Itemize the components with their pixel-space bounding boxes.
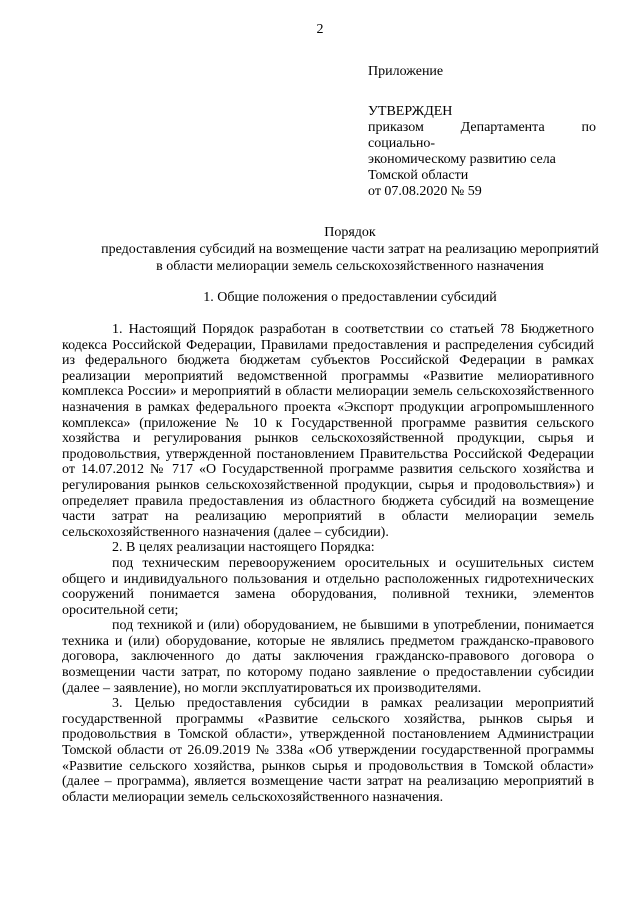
paragraph: 2. В целях реализации настоящего Порядка: — [112, 540, 375, 556]
appendix-label: Приложение — [368, 64, 444, 79]
paragraph: 1. Настоящий Порядок разработан в соответствии со статьей 78 Бюджетного кодекса Российской Федерации, Правилами предоставления и распределения субсидий из федерального бюджета бюджетам субъектов Российской Федерации в рамках реализации мероприятий ведомственной программы «Развитие мелиоративного комплекса России» и мероприятий в области мелиорации земель сельскохозяйственного назначения в рамках федерального проекта «Экспорт продукции агропромышленного комплекса» (приложение № 10 к Государственной программе развития сельского хозяйства и регулирования рынков сельскохозяйственной продукции, сырья и продовольствия, утвержденной постановлением Правительства Российской Федерации от 14.07.2012 № 717 «О Государственной программе развития сельского хозяйства и регулирования рынков сельскохозяйственной продукции, сырья и продовольствия») и определяет правила предоставления из областного бюджета субсидий на возмещение части затрат на реализацию мероприятий в области мелиорации земель сельскохозяйственного назначения (далее – субсидии). — [62, 322, 594, 540]
approved-line: социально- — [368, 136, 436, 151]
title-line: Порядок — [324, 225, 376, 240]
approved-line: экономическому развитию села — [368, 152, 556, 167]
document-title — [60, 224, 640, 275]
approved-line: приказом Департамента по — [368, 120, 596, 135]
approval-block — [368, 64, 596, 200]
paragraph: 3. Целью предоставления субсидии в рамках реализации мероприятий государственной программы «Развитие сельского хозяйства, рынков сырья и продовольствия в Томской области», утвержденной постановлением Администрации Томской области от 26.09.2019 № 338а «Об утверждении государственной программы «Развитие сельского хозяйства, рынков сырья и продовольствия в Томской области» (далее – программа), является возмещение части затрат на реализацию мероприятий в области мелиорации земель сельскохозяйственного назначения. — [62, 696, 594, 805]
approved-line: Томской области — [368, 168, 469, 183]
approved-title: УТВЕРЖДЕН — [368, 104, 453, 119]
title-line: предоставления субсидий на возмещение части затрат на реализацию мероприятий — [101, 242, 599, 257]
document-body — [62, 322, 594, 805]
title-line: в области мелиорации земель сельскохозяйственного назначения — [156, 259, 544, 274]
page-number: 2 — [316, 22, 324, 37]
paragraph: под техническим перевооружением оросительных и осушительных систем общего и индивидуального пользования и отдельно расположенных гидротехнических сооружений понимается замена оборудования, поливной техники, элементов оросительной сети; — [62, 555, 594, 618]
section-heading: 1. Общие положения о предоставлении субсидий — [203, 290, 497, 305]
approved-line: от 07.08.2020 № 59 — [368, 184, 482, 199]
paragraph: под техникой и (или) оборудованием, не бывшими в употреблении, понимается техника и (или) оборудование, которые не являлись предметом гражданско-правового договора, заключенного до даты заключения гражданско-правового договора о возмещении части затрат, по которому подано заявление о предоставлении субсидии (далее – заявление), но могли эксплуатироваться их производителями. — [62, 618, 594, 696]
